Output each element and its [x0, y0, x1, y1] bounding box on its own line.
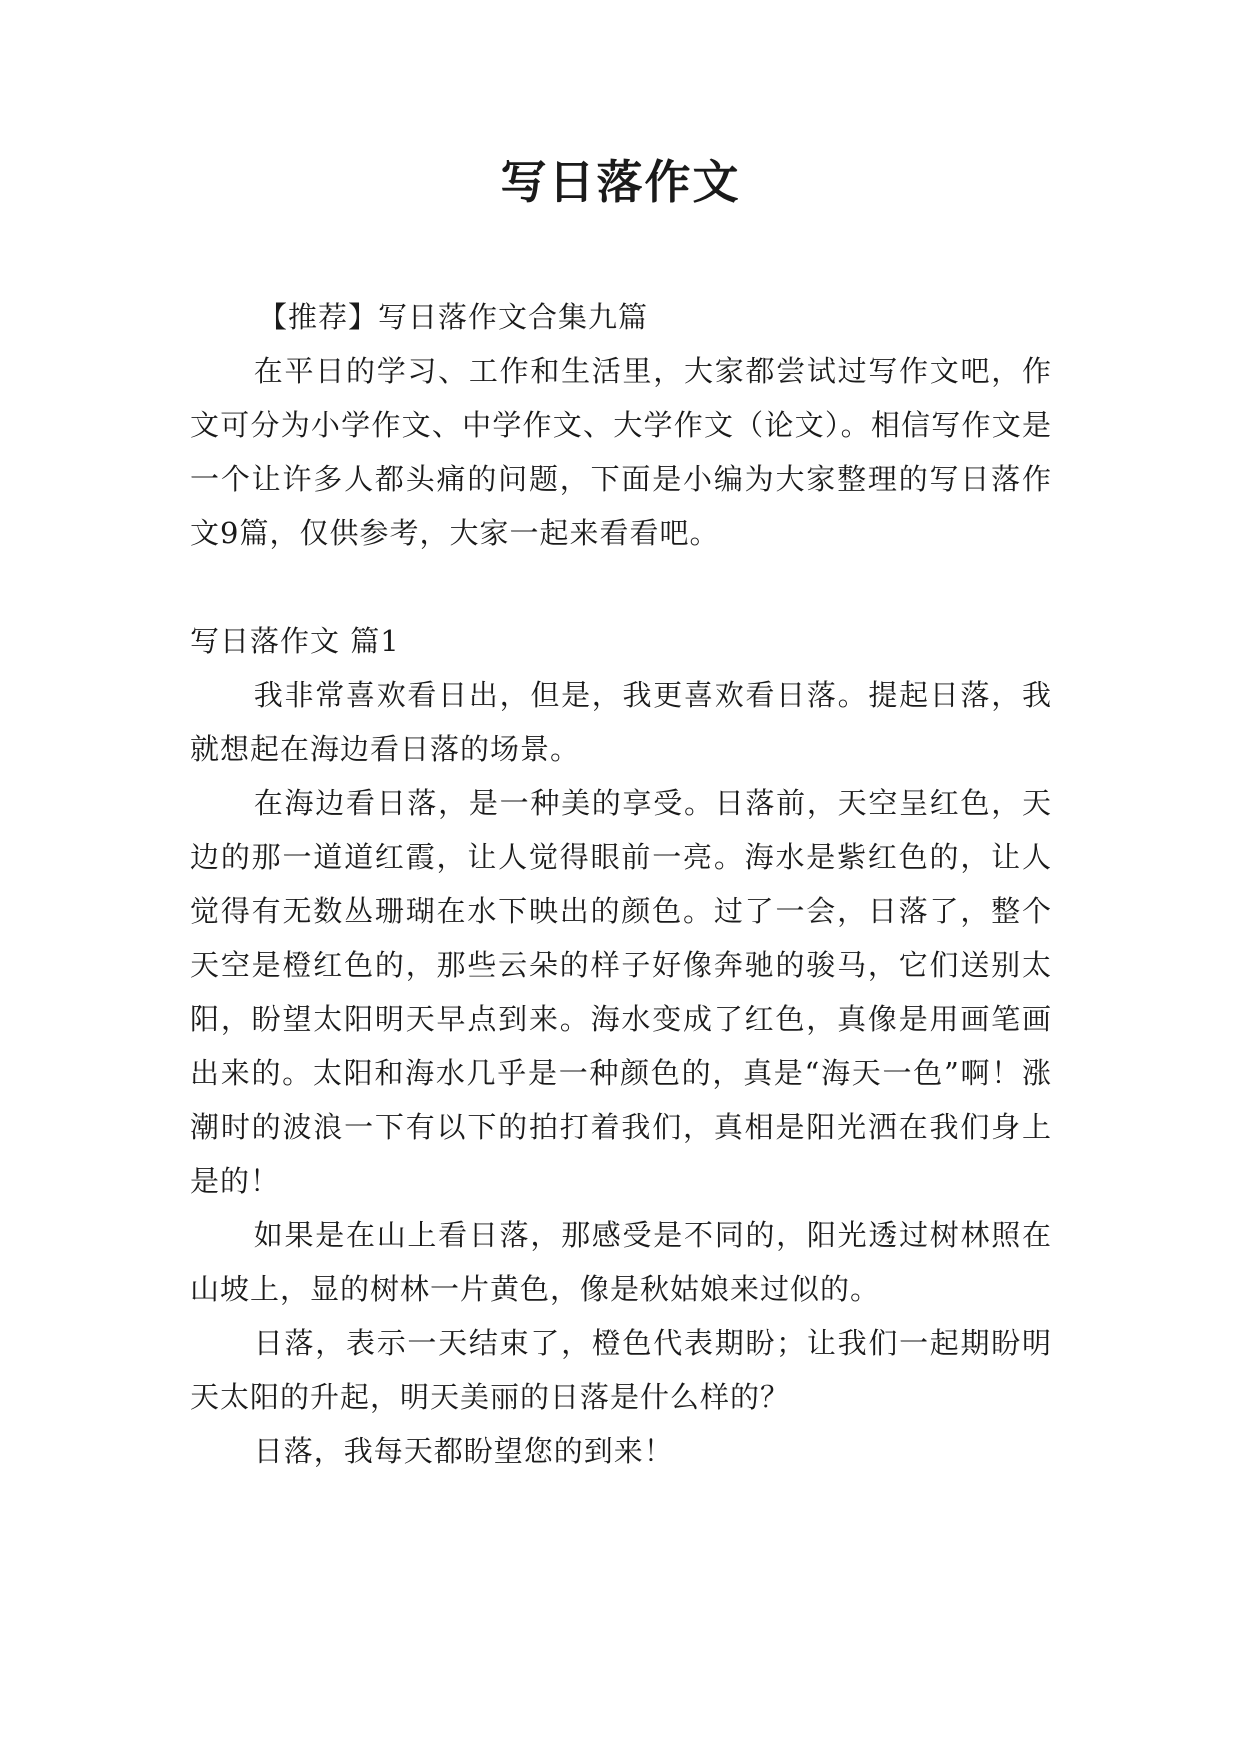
document-subtitle: 【推荐】写日落作文合集九篇 [258, 300, 649, 334]
document-body [190, 290, 1052, 1478]
section-heading: 写日落作文 篇1 [190, 624, 400, 658]
intro-paragraph: 在平日的学习、工作和生活里，大家都尝试过写作文吧，作文可分为小学作文、中学作文、大学作文（论文）。相信写作文是一个让许多人都头痛的问题，下面是小编为大家整理的写日落作文9篇，仅供参考，大家一起来看看吧。 [190, 354, 1052, 550]
body-paragraph: 在海边看日落，是一种美的享受。日落前，天空呈红色，天边的那一道道红霞，让人觉得眼前一亮。海水是紫红色的，让人觉得有无数丛珊瑚在水下映出的颜色。过了一会，日落了，整个天空是橙红色的，那些云朵的样子好像奔驰的骏马，它们送别太阳，盼望太阳明天早点到来。海水变成了红色，真像是用画笔画出来的。太阳和海水几乎是一种颜色的，真是“海天一色”啊！涨潮时的波浪一下有以下的拍打着我们，真相是阳光洒在我们身上是的！ [190, 786, 1052, 1198]
body-paragraph: 我非常喜欢看日出，但是，我更喜欢看日落。提起日落，我就想起在海边看日落的场景。 [190, 678, 1052, 766]
document-title: 写日落作文 [500, 155, 741, 209]
body-paragraph: 日落，表示一天结束了，橙色代表期盼；让我们一起期盼明天太阳的升起，明天美丽的日落是什么样的？ [190, 1326, 1052, 1414]
body-paragraph: 日落，我每天都盼望您的到来！ [253, 1434, 674, 1468]
body-paragraph: 如果是在山上看日落，那感受是不同的，阳光透过树林照在山坡上，显的树林一片黄色，像是秋姑娘来过似的。 [190, 1218, 1052, 1306]
